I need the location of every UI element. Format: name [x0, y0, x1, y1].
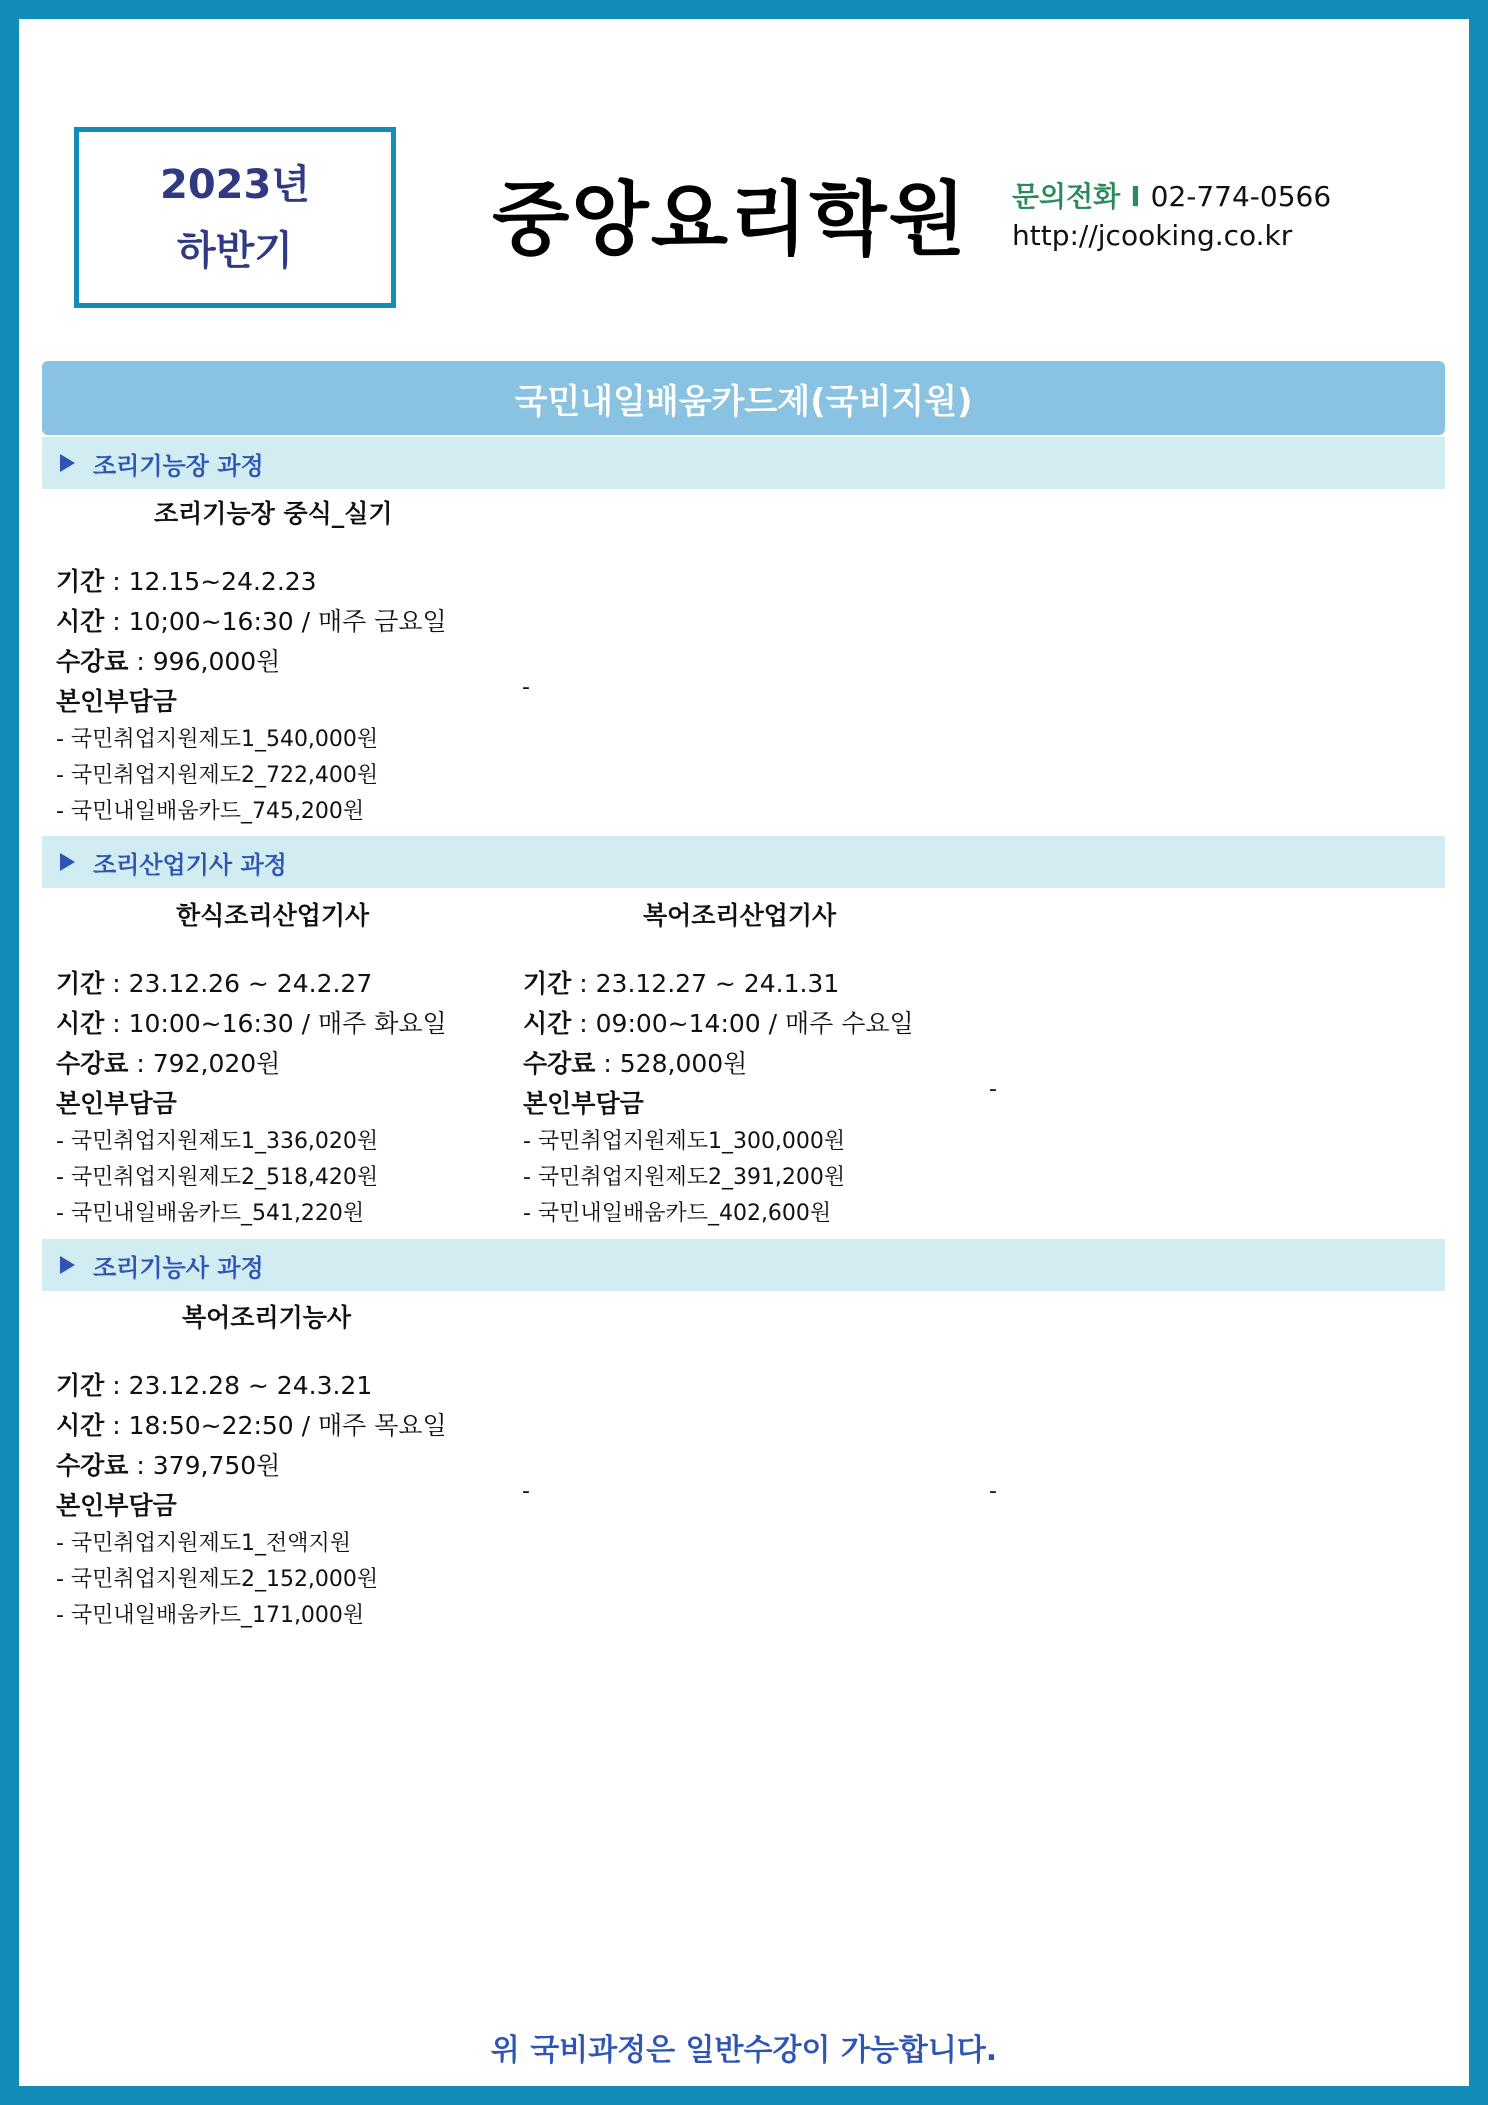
self-pay-item: - 국민내일배움카드_402,600원 — [523, 1201, 832, 1226]
course-name: 한식조리산업기사 — [176, 901, 370, 930]
course-time: 시간 : 09:00~14:00 / 매주 수요일 — [523, 1009, 914, 1038]
course-period: 기간 : 12.15~24.2.23 — [56, 567, 317, 596]
academy-title: 중앙요리학원 — [492, 173, 968, 266]
section-header — [42, 1239, 1445, 1291]
course-fee: 수강료 : 792,020원 — [56, 1049, 281, 1078]
period-year: 2023년 — [160, 161, 310, 208]
course-name: 복어조리기능사 — [182, 1303, 352, 1332]
course-period: 기간 : 23.12.28 ~ 24.3.21 — [56, 1371, 373, 1400]
course-fee: 수강료 : 379,750원 — [56, 1451, 281, 1480]
triangle-right-icon — [60, 454, 75, 472]
section-title: 조리기능사 과정 — [93, 1253, 264, 1282]
self-pay-item: - 국민내일배움카드_541,220원 — [56, 1201, 365, 1226]
empty-slot-dash: - — [989, 1479, 997, 1504]
section-header — [42, 836, 1445, 888]
program-banner: 국민내일배움카드제(국비지원) — [42, 361, 1445, 435]
self-pay-item: - 국민취업지원제도1_540,000원 — [56, 727, 379, 752]
footer-note: 위 국비과정은 일반수강이 가능합니다. — [490, 2033, 998, 2068]
course-period: 기간 : 23.12.27 ~ 24.1.31 — [523, 969, 840, 998]
self-pay-item: - 국민취업지원제도2_518,420원 — [56, 1165, 379, 1190]
triangle-right-icon — [60, 1256, 75, 1274]
section-title: 조리산업기사 과정 — [93, 850, 287, 879]
course-fee: 수강료 : 528,000원 — [523, 1049, 748, 1078]
course-time: 시간 : 18:50~22:50 / 매주 목요일 — [56, 1411, 447, 1440]
self-pay-heading: 본인부담금 — [56, 1491, 177, 1520]
course-name: 조리기능장 중식_실기 — [154, 499, 393, 528]
self-pay-item: - 국민내일배움카드_745,200원 — [56, 799, 365, 824]
empty-slot-dash: - — [522, 1479, 530, 1504]
self-pay-item: - 국민취업지원제도1_전액지원 — [56, 1531, 351, 1556]
section-title: 조리기능장 과정 — [93, 451, 264, 480]
phone-label: 문의전화 — [1012, 180, 1121, 213]
course-time: 시간 : 10:00~16:30 / 매주 화요일 — [56, 1009, 447, 1038]
self-pay-heading: 본인부담금 — [56, 1089, 177, 1118]
course-fee: 수강료 : 996,000원 — [56, 647, 281, 676]
website-link[interactable]: http://jcooking.co.kr — [1012, 219, 1293, 252]
course-name: 복어조리산업기사 — [643, 901, 837, 930]
contact-web-row — [1012, 219, 1292, 252]
self-pay-heading: 본인부담금 — [56, 687, 177, 716]
course-period: 기간 : 23.12.26 ~ 24.2.27 — [56, 969, 373, 998]
self-pay-item: - 국민내일배움카드_171,000원 — [56, 1603, 365, 1628]
course-card — [56, 898, 516, 1232]
empty-slot-dash: - — [522, 675, 530, 700]
course-card — [523, 898, 983, 1232]
triangle-right-icon — [60, 853, 75, 871]
empty-slot-dash: - — [989, 1077, 997, 1102]
course-card — [56, 1300, 516, 1634]
phone-separator: I — [1130, 180, 1141, 213]
course-time: 시간 : 10;00~16:30 / 매주 금요일 — [56, 607, 447, 636]
section-header — [42, 437, 1445, 489]
course-card — [56, 496, 516, 830]
contact-phone-row — [1012, 175, 1331, 215]
phone-number[interactable]: 02-774-0566 — [1150, 180, 1332, 213]
self-pay-item: - 국민취업지원제도2_391,200원 — [523, 1165, 846, 1190]
self-pay-heading: 본인부담금 — [523, 1089, 644, 1118]
self-pay-item: - 국민취업지원제도2_722,400원 — [56, 763, 379, 788]
period-box — [74, 127, 396, 308]
self-pay-item: - 국민취업지원제도1_336,020원 — [56, 1129, 379, 1154]
self-pay-item: - 국민취업지원제도1_300,000원 — [523, 1129, 846, 1154]
self-pay-item: - 국민취업지원제도2_152,000원 — [56, 1567, 379, 1592]
period-half: 하반기 — [177, 227, 293, 274]
